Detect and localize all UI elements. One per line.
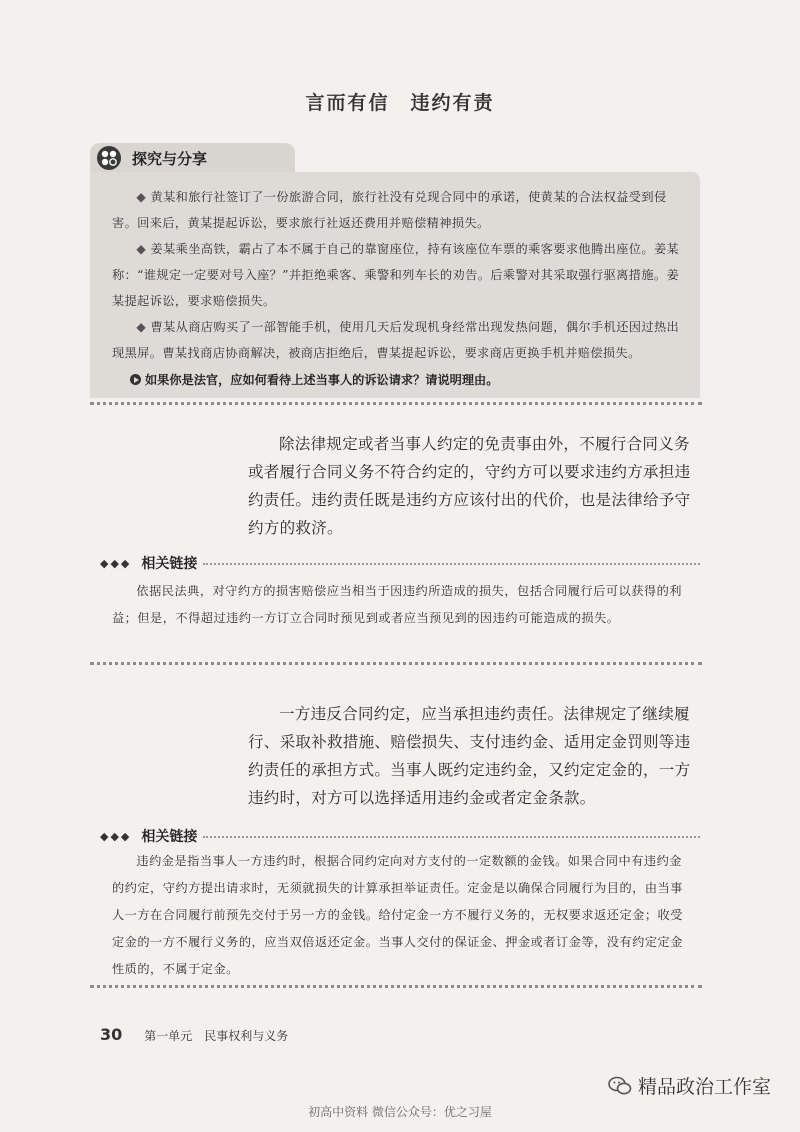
explore-item: ◆ 姜某乘坐高铁，霸占了本不属于自己的靠窗座位，持有该座位车票的乘客要求他腾出座位。姜某称：“谁规定一定要对号入座？”并拒绝乘客、乘警和列车长的劝告。后乘警对其采取强行驱离措施。姜某提起诉讼，要求赔偿损失。 [112, 242, 680, 308]
page-title: 言而有信 违约有责 [305, 92, 495, 114]
explore-header [90, 143, 295, 173]
divider [90, 985, 702, 988]
paragraph-1: 除法律规定或者当事人约定的免责事由外，不履行合同义务或者履行合同义务不符合约定的，守约方可以要求违约方承担违约责任。违约责任既是违约方应该付出的代价，也是法律给予守约方的救济。 [248, 435, 691, 537]
related-link-title: 相关链接 [141, 556, 198, 572]
explore-question: 如果你是法官，应如何看待上述当事人的诉讼请求？请说明理由。 [130, 371, 690, 388]
wechat-watermark [608, 1072, 771, 1099]
divider [203, 836, 700, 838]
related-link-header-1 [100, 553, 700, 573]
divider [90, 662, 702, 665]
related-link-title: 相关链接 [141, 829, 198, 845]
related-link-text-2: 违约金是指当事人一方违约时，根据合同约定向对方支付的一定数额的金钱。如果合同中有违约金的约定，守约方提出请求时，无须就损失的计算承担举证责任。定金是以确保合同履行为目的，由当事人一方在合同履行前预先交付于另一方的金钱。给付定金一方不履行义务的，无权要求返还定金；收受定金的一方不履行义务的，应当双倍返还定金。当事人交付的保证金、押金或者订金等，没有约定定金性质的，不属于定金。 [112, 854, 683, 976]
explore-item: ◆ 黄某和旅行社签订了一份旅游合同，旅行社没有兑现合同中的承诺，使黄某的合法权益受到侵害。回来后，黄某提起诉讼，要求旅行社返还费用并赔偿精神损失。 [112, 190, 667, 230]
related-link-text-1: 依据民法典，对守约方的损害赔偿应当相当于因违约所造成的损失，包括合同履行后可以获得的利益；但是，不得超过违约一方订立合同时预见到或者应当预见到的因违约可能造成的损失。 [112, 584, 682, 625]
page-footer [100, 1025, 288, 1044]
diamond-bullet-icon: ◆ [136, 242, 147, 256]
wechat-icon [608, 1076, 632, 1096]
explore-title: 探究与分享 [132, 149, 208, 168]
explore-item: ◆ 曹某从商店购买了一部智能手机，使用几天后发现机身经常出现发热问题，偶尔手机还因过热出现黑屏。曹某找商店协商解决，被商店拒绝后，曹某提起诉讼，要求商店更换手机并赔偿损失。 [112, 320, 680, 360]
diamond-bullet-icon: ◆ [136, 190, 147, 204]
explore-items [112, 184, 684, 366]
puzzle-icon [96, 145, 122, 171]
page-number: 30 [100, 1025, 123, 1044]
paragraph-2: 一方违反合同约定，应当承担违约责任。法律规定了继续履行、采取补救措施、赔偿损失、支付违约金、适用定金罚则等违约责任的承担方式。当事人既约定违约金，又约定定金的，一方违约时，对方可以选择适用违约金或者定金条款。 [248, 705, 691, 807]
divider [203, 563, 700, 565]
watermark-text: 精品政治工作室 [638, 1076, 772, 1098]
bottom-caption: 初高中资料 微信公众号：优之习屋 [308, 1105, 492, 1119]
unit-label: 第一单元 民事权利与义务 [144, 1029, 289, 1043]
diamonds-icon: ◆◆◆ [100, 556, 132, 570]
diamond-bullet-icon: ◆ [136, 320, 147, 334]
play-circle-icon [130, 374, 141, 385]
related-link-header-2 [100, 826, 700, 846]
divider [90, 402, 702, 405]
diamonds-icon: ◆◆◆ [100, 829, 132, 843]
